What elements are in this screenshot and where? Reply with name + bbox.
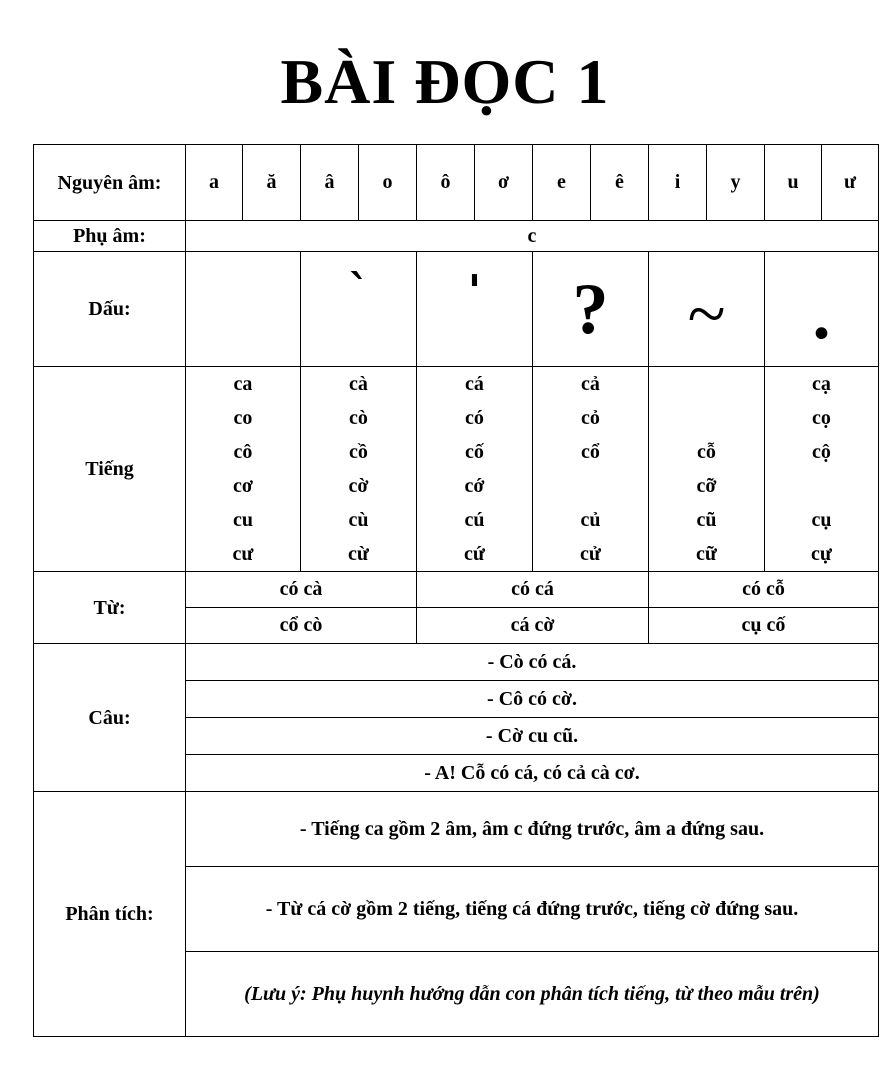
tieng-cell: cứ [417,537,533,572]
tieng-cell: cò [301,401,417,435]
tieng-cell: cá [417,367,533,402]
tu-cell: cá cờ [417,608,649,644]
tone-grave-mark: ` [347,265,370,317]
tu-cell: có cỗ [649,572,879,608]
tieng-cell [649,401,765,435]
tieng-cell: cổ [533,435,649,469]
cau-sentence: - Cô có cờ. [186,681,879,718]
cau-label: Câu: [34,644,186,792]
vowel-cell: â [301,145,359,221]
tone-dot-mark: . [812,274,831,354]
tieng-cell [533,469,649,503]
tieng-cell: cớ [417,469,533,503]
phantich-bold: cờ [690,898,711,920]
tieng-cell: cũ [649,503,765,537]
tieng-cell [765,469,879,503]
tieng-cell: cạ [765,367,879,402]
tieng-cell: cu [186,503,301,537]
tieng-cell: cỏ [533,401,649,435]
consonant-label: Phụ âm: [34,221,186,252]
phantich-note: (Lưu ý: Phụ huynh hướng dẫn con phân tích tiếng, từ theo mẫu trên) [186,952,879,1037]
tieng-label: Tiếng [34,367,186,572]
lesson-table [33,144,879,1037]
phantich-bold: c [513,818,523,840]
tieng-cell: cư [186,537,301,572]
phantich-text: đứng trước, âm a đứng sau. [522,818,765,840]
phantich-text: đứng trước, tiếng [531,898,691,920]
consonant-row [34,221,879,252]
tieng-cell: cú [417,503,533,537]
phantich-bold: cá [512,898,532,920]
phantich-text: gồm 2 âm, âm [383,818,514,840]
tieng-cell: cố [417,435,533,469]
phantich-bold: ca [364,818,384,840]
tieng-cell: cử [533,537,649,572]
tone-tilde-cell [649,252,765,367]
tu-cell: cổ cò [186,608,417,644]
phantich-text: gồm 2 tiếng, tiếng [351,898,513,920]
tieng-cell: cừ [301,537,417,572]
consonant-value: c [186,221,879,252]
tu-label: Từ: [34,572,186,644]
tieng-cell: cụ [765,503,879,537]
vowel-cell: ư [822,145,879,221]
vowel-cell: i [649,145,707,221]
vowel-cell: o [359,145,417,221]
cau-row [34,644,879,681]
vowel-row [34,145,879,221]
tieng-cell: cù [301,503,417,537]
vowel-cell: ê [591,145,649,221]
tone-label: Dấu: [34,252,186,367]
tieng-cell: cả [533,367,649,402]
vowel-cell: a [186,145,243,221]
phantich-line-1 [186,792,879,867]
vowel-cell: ơ [475,145,533,221]
tone-level-cell [186,252,301,367]
tu-cell: cụ cố [649,608,879,644]
tu-row [34,572,879,608]
tieng-cell: cà [301,367,417,402]
tu-cell: có cá [417,572,649,608]
tieng-cell: cộ [765,435,879,469]
tieng-cell: co [186,401,301,435]
tone-acute-cell [417,252,533,367]
tieng-cell: cô [186,435,301,469]
tone-row [34,252,879,367]
tieng-cell: cồ [301,435,417,469]
phantich-text: - Từ [265,898,308,920]
phantich-label: Phân tích: [34,792,186,1037]
vowel-label: Nguyên âm: [34,145,186,221]
phantich-text: - Tiếng [299,818,365,840]
tone-dot-cell [765,252,879,367]
tone-hook-mark: ? [572,269,609,349]
vowel-cell: ô [417,145,475,221]
tieng-row [34,367,879,402]
tone-hook-cell [533,252,649,367]
tieng-cell: cữ [649,537,765,572]
tone-tilde-mark: ~ [687,276,726,353]
tu-cell: có cà [186,572,417,608]
cau-sentence: - Cờ cu cũ. [186,718,879,755]
phantich-line-2 [186,867,879,952]
vowel-cell: y [707,145,765,221]
page-title: BÀI ĐỌC 1 [280,46,610,117]
phantich-row [34,792,879,867]
tieng-cell: cự [765,537,879,572]
tieng-cell: cọ [765,401,879,435]
phantich-bold: cá cờ [307,898,352,920]
vowel-cell: e [533,145,591,221]
cau-sentence: - A! Cỗ có cá, có cả cà cơ. [186,755,879,792]
tieng-cell: ca [186,367,301,402]
tieng-cell: có [417,401,533,435]
vowel-cell: u [765,145,822,221]
tieng-cell: củ [533,503,649,537]
vowel-cell: ă [243,145,301,221]
tone-grave-cell [301,252,417,367]
phantich-text: đứng sau. [710,898,799,920]
tieng-cell: cơ [186,469,301,503]
tieng-cell [649,367,765,402]
tieng-cell: cờ [301,469,417,503]
tieng-cell: cỡ [649,469,765,503]
tone-acute-mark: ' [467,265,482,317]
tieng-cell: cỗ [649,435,765,469]
cau-sentence: - Cò có cá. [186,644,879,681]
